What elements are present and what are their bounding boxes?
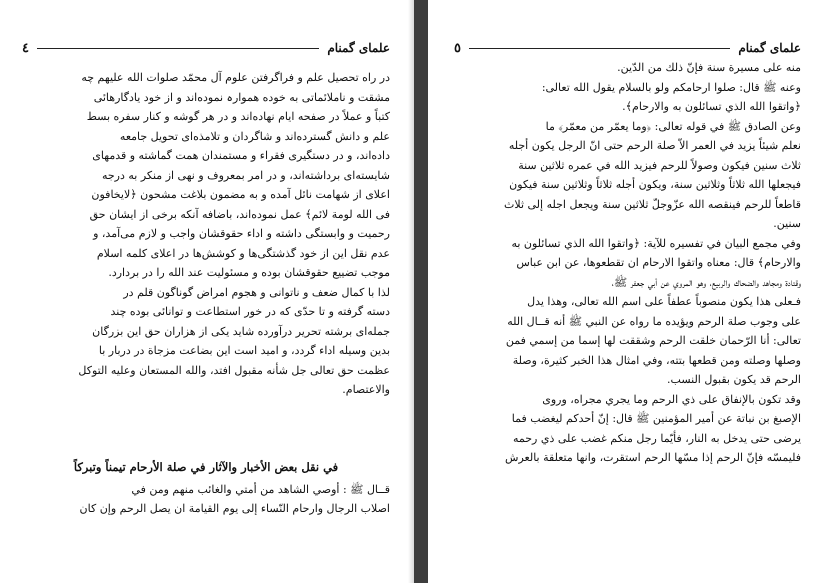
text-line: اعلای از شهامت نائل آمده و به مضمون بلاغت مشحون ﴿لایخافون: [91, 188, 390, 201]
text-line: عظمت حق تعالی جل شأنه مقبول افتد، والله المستعان وعلیه التوکل: [78, 363, 390, 377]
text-line: الرحم قد يكون بقبول النسب.: [667, 373, 801, 386]
text-line: وقد تكون بالإنفاق على ذي الرحم وما يجري مجراه، وروى: [542, 392, 801, 406]
right-page: [428, 0, 837, 583]
text-line: فـعلى هذا يكون منصوباً عطفاً على اسم الله تعالى، وهذا يدل: [527, 295, 801, 308]
text-line: والارحام﴾ قال: معناه واتقوا الارحام ان تقطعوها، عن ابن عباس: [516, 256, 801, 269]
header-rule: [37, 48, 319, 49]
text-line: قاطعاً للرحم فينقصه الله عزّوجلّ ثلاثين سنة ويجعل اجله إلى ثلاث: [504, 197, 801, 211]
text-line: على وجوب صلة الرحم ويؤيده ما رواه عن النبي ﷺ أنه قــال الله: [507, 314, 801, 328]
text-line: يرضى حتى يدخل به النار، فأيّما رجل منكم غضب على ذي رحمه: [512, 431, 801, 445]
text-line: قــال ﷺ : أوصي الشاهد من أمتي والغائب منهم ومن في: [131, 482, 390, 496]
text-line: وقتادة ومجاهد والضحاك والربيع، وهو المروي عن أبي جعفر ﷺ،: [611, 275, 801, 289]
text-line: نعلم شيئاً يزيد في العمر الاّ صلة الرحم حتى انّ الرجل يكون أجله: [508, 139, 801, 152]
text-line: وفي مجمع البيان في تفسيره للآية: ﴿واتقوا الله الذي تسائلون به: [511, 236, 801, 250]
text-line: بدین وسیله اداء گردد، و امید است این بضاعت مزجاة در دربار با: [98, 344, 390, 357]
section-heading: في نقل بعض الأخبار والآثار في صلة الأرحام تيمناً وتبركاً: [73, 460, 339, 474]
text-line: علم و دانش گسترده‌اند و شاگردان و تلامذه‌ای تحویل جامعه: [119, 129, 390, 143]
left-page: [0, 0, 414, 583]
text-line: وعنه ﷺ قال: صلوا ارحامكم ولو بالسلام يقول الله تعالى:: [541, 80, 801, 94]
page-number: ٥: [454, 40, 461, 56]
text-line: رحمیت و وابستگی داشته و اداء حقوقشان واجب و لازم می‌آمد، و: [93, 227, 390, 240]
page-body-text: [22, 68, 390, 400]
text-line: ﴿واتقوا الله الذي تسائلون به والارحام﴾.: [622, 100, 801, 113]
book-gutter: [414, 0, 428, 583]
text-line: فيجعلها الله ثلاثاً وثلاثين سنة، ويكون أجله ثلاثاً وثلاثين سنة فيكون: [509, 178, 801, 191]
page-header: [22, 40, 390, 56]
text-line: کتباً و عملاً در صفحه ایام نهاده‌اند و در هر گوشه و کنار سفره بسط: [86, 110, 390, 123]
text-line: اصلاب الرجال وارحام النّساء إلى يوم القيامة ان يصل الرحم وإن كان: [79, 502, 390, 515]
page-body-text: [454, 58, 801, 468]
text-line: مشقت و ناملائماتی به خوده هموارہ نموده‌اند و از خود یادگارهائی: [93, 90, 390, 104]
text-line: دسته گرفته و تا حدّی که در خور استطاعت و توانائی بوده چند: [110, 305, 390, 318]
text-line: والاعتصام.: [342, 383, 390, 396]
text-line: داده‌اند، و در دستگیری فقراء و مستمندان همت گماشته و قدمهای: [92, 149, 390, 162]
text-line: در راه تحصیل علم و فراگرفتن علوم آل محمّد صلوات الله علیهم چه: [81, 71, 390, 84]
page-number: ٤: [22, 40, 29, 56]
text-line: تعالى: أنا الرّحمان خلقت الرحم وشققت لها إسما من إسمي فمن: [505, 334, 801, 347]
text-line: لذا با کمال ضعف و ناتوانی و هجوم امراض گوناگون قلم در: [123, 285, 390, 299]
text-line: فی الله لومة لائم﴾ عمل نموده‌اند، باضافه آنکه برخی از ایشان حق: [89, 207, 390, 221]
text-line: وعن الصادق ﷺ في قوله تعالى: ﴿وما يعمّر من معمّر﴾ ما: [545, 119, 801, 133]
text-line: سنين.: [773, 217, 801, 230]
text-line: فليمسّه فإنّ الرحم إذا مسّها الرحم استقرت، وانها متعلقة بالعرش: [505, 451, 801, 464]
text-line: الإصبغ بن نباتة عن أمير المؤمنين ﷺ قال: إنّ أحدكم ليغضب فما: [511, 412, 801, 425]
text-line: عدم نقل این از خود گذشتگی‌ها و کوشش‌ها در اعلای کلمه اسلام: [96, 246, 390, 260]
running-title: علمای گمنام: [738, 41, 801, 55]
text-line: شایسته‌ای برداشته‌اند، و در امر بمعروف و نهی از منکر به درجه: [101, 168, 390, 182]
text-line: ثلاث سنين فيكون وصولاً للرحم فيزيد الله في عمره ثلاثين سنة: [518, 158, 801, 172]
text-line: وصلها وصلته ومن قطعها بتته، وفي امثال هذا الخبر كثيرة، وصلة: [512, 353, 801, 367]
section: [22, 458, 390, 519]
text-line: موجب تضییع حقوقشان بوده و مسئولیت عند الله را در بردارد.: [108, 266, 390, 279]
text-line: جمله‌ای برشته تحریر درآورده شاید یکی از هزاران حق این بزرگان: [92, 324, 390, 338]
page-header: [454, 40, 801, 56]
header-rule: [469, 48, 730, 49]
text-line: منه على مسيرة سنة فإنّ ذلك من الدّين.: [617, 61, 801, 74]
running-title: علمای گمنام: [327, 41, 390, 55]
